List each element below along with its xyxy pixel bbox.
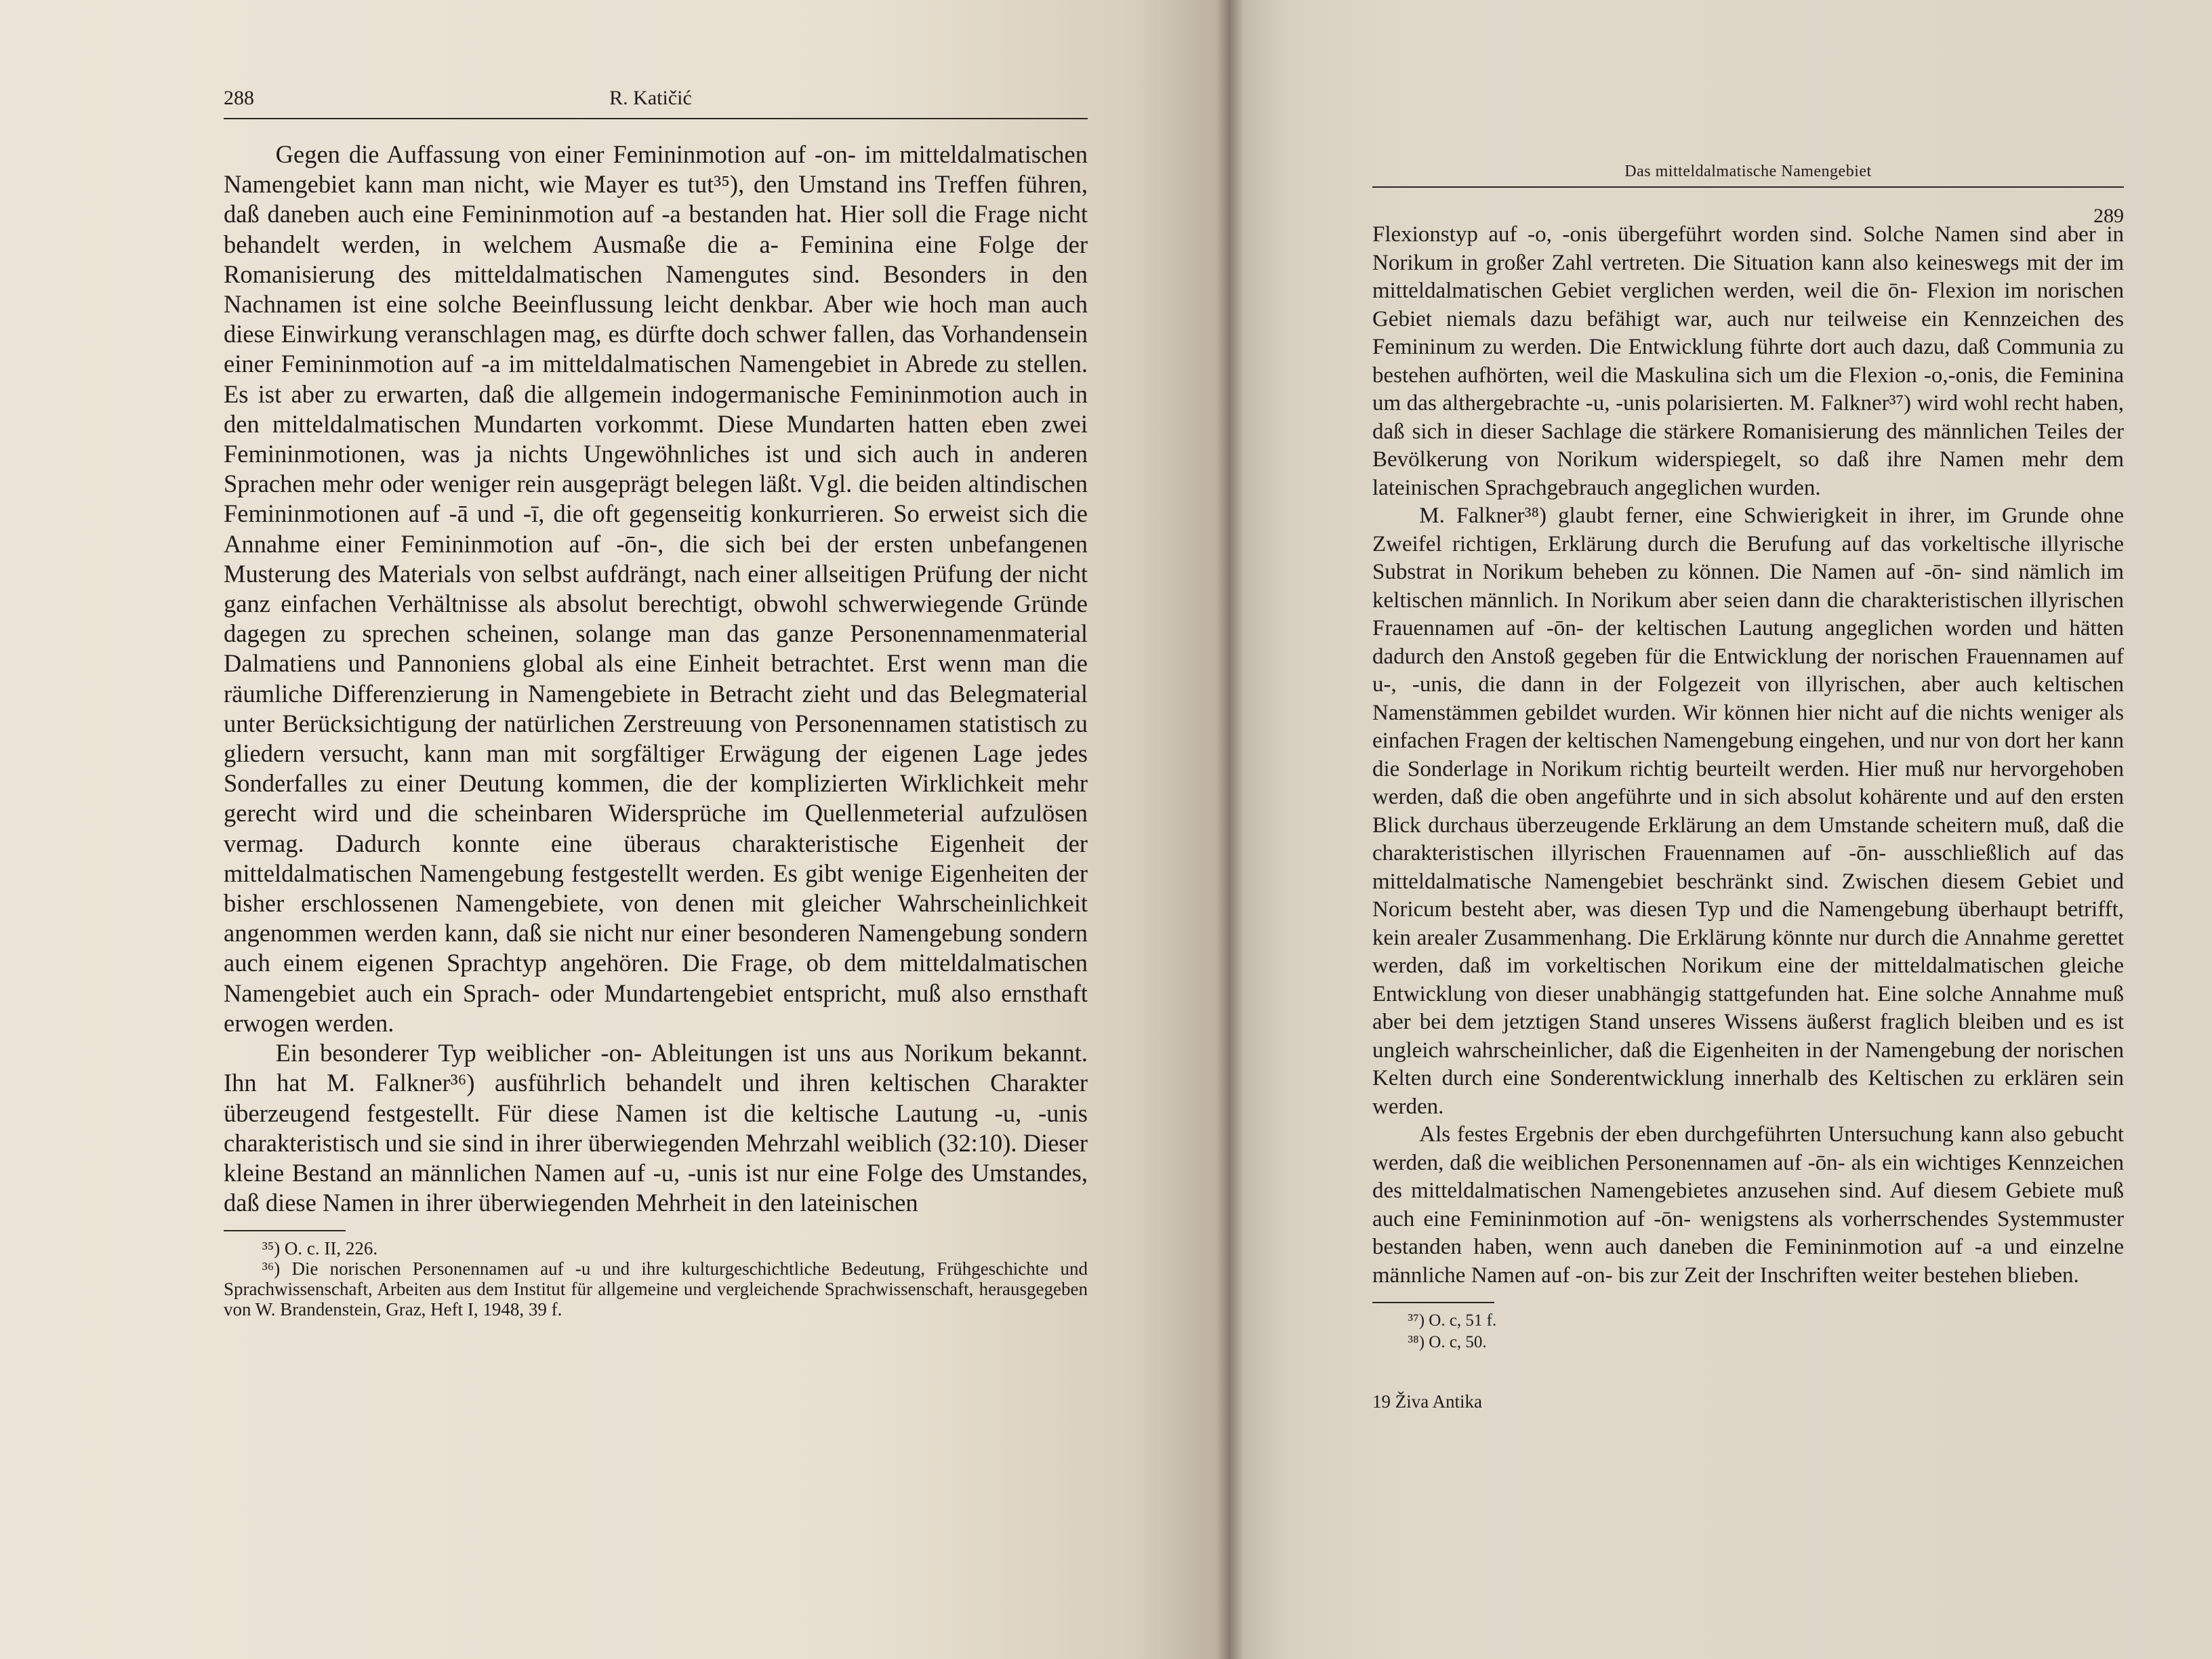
footnote: ³⁷) O. c, 51 f. xyxy=(1408,1311,1497,1330)
footnote-separator-right xyxy=(1372,1302,1494,1303)
left-footnotes xyxy=(224,1238,1088,1319)
paragraph: M. Falkner³⁸) glaubt ferner, eine Schwierigkeit in ihrer, im Grunde ohne Zweifel richtigen, Erklärung durch die Berufung auf das vorkeltische illyrische Substrat in Norikum beheben zu können. Die Namen auf -ōn- sind nämlich im keltischen männlich. In Norikum aber seien dann die charakteristischen illyrischen Frauennamen auf -ōn- der keltischen Lautung angeglichen worden und hätten dadurch den Anstoß gegeben für die Entwicklung der norischen Frauennamen auf u-, -unis, die dann in der Folgezeit von illyrischen, aber auch keltischen Namenstämmen gebildet wurden. Wir können hier nicht auf die nichts weniger als einfachen Fragen der keltischen Namengebung eingehen, und nur von dort her kann die Sonderlage in Norikum richtig beurteilt werden. Hier muß nur hervorgehoben werden, daß die oben angeführte und in sich absolut kohärente und auf den ersten Blick durchaus überzeugende Erklärung an dem Umstande scheitern muß, daß die charakteristischen illyrischen Frauennamen auf -ōn- ausschließlich auf das mitteldalmatische Namengebiet beschränkt sind. Zwischen diesem Gebiet und Noricum besteht aber, was diesen Typ und die Namengebung überhaupt betrifft, kein arealer Zusammenhang. Die Erklärung könnte nur durch die Annahme gerettet werden, daß im vorkeltischen Norikum eine der mitteldalmatischen gleiche Entwicklung von dieser unabhängig stattgefunden hat. Eine solche Annahme muß aber bei dem jetztigen Stand unseres Wissens äußerst fraglich bleiben und es ist ungleich wahrscheinlicher, daß die Eigenheiten in der Namengebung der norischen Kelten durch eine Sonderentwicklung innerhalb des Keltischen zu erklären sein werden. xyxy=(1372,504,2124,1119)
paragraph: Flexionstyp auf -o, -onis übergeführt worden sind. Solche Namen sind aber in Norikum in großer Zahl vertreten. Die Situation kann also keineswegs mit der im mitteldalmatischen Gebiet verglichen werden, weil die ōn- Flexion im norischen Gebiet niemals dazu befähigt war, auch nur teilweise ein Kennzeichen des Femininum zu werden. Die Entwicklung führte dort auch dazu, daß Communia zu bestehen aufhörten, weil die Maskulina sich um die Flexion -o,-onis, die Feminina um das althergebrachte -u, -unis polarisierten. M. Falkner³⁷) wird wohl recht haben, daß sich in dieser Sachlage die stärkere Romanisierung des männlichen Teiles der Bevölkerung von Norikum widerspiegelt, so daß ihre Namen mehr dem lateinischen Sprachgebrauch angeglichen wurden. xyxy=(1372,222,2124,500)
page-number-right: 289 xyxy=(2093,205,2124,227)
printer-signature: 19 Živa Antika xyxy=(1372,1391,1482,1412)
book-gutter xyxy=(1216,0,1244,1659)
running-title: Das mitteldalmatische Namengebiet xyxy=(1624,163,1872,180)
left-body-text xyxy=(224,140,1088,1218)
running-head-author: R. Katičić xyxy=(609,87,692,109)
right-page-header xyxy=(1372,163,2124,227)
header-rule-right xyxy=(1372,186,2124,188)
footnote: ³⁸) O. c, 50. xyxy=(1408,1333,1487,1351)
left-page-header xyxy=(224,87,1088,118)
page-number-left: 288 xyxy=(224,87,254,109)
paragraph: Gegen die Auffassung von einer Femininmotion auf -on- im mitteldalmatischen Namengebiet kann man nicht, wie Mayer es tut³⁵), den Umstand ins Treffen führen, daß daneben auch eine Femininmotion auf -a bestanden hat. Hier soll die Frage nicht behandelt werden, in welchem Ausmaße die a- Feminina eine Folge der Romanisierung des mitteldalmatischen Namengutes sind. Besonders in den Nachnamen ist eine solche Beeinflussung leicht denkbar. Aber wie hoch man auch diese Einwirkung veranschlagen mag, es dürfte doch schwer fallen, das Vorhandensein einer Femininmotion auf -a im mitteldalmatischen Namengebiet in Abrede zu stellen. Es ist aber zu erwarten, daß die allgemein indogermanische Femininmotion auch in den mitteldalmatischen Mundarten vorkommt. Diese Mundarten hatten eben zwei Femininmotionen, was ja nichts Ungewöhnliches ist und sich auch in anderen Sprachen mehr oder weniger rein ausgeprägt belegen läßt. Vgl. die beiden altindischen Femininmotionen auf -ā und -ī, die oft gegenseitig konkurrieren. So erweist sich die Annahme einer Femininmotion auf -ōn-, die sich bei der ersten unbefangenen Musterung des Materials von selbst aufdrängt, nach einer allseitigen Prüfung der nicht ganz einfachen Verhältnisse als absolut berechtigt, obwohl schwerwiegende Gründe dagegen zu sprechen scheinen, solange man das ganze Personennamenmaterial Dalmatiens und Pannoniens global als eine Einheit betrachtet. Erst wenn man die räumliche Differenzierung in Namengebiete in Betracht zieht und das Belegmaterial unter Berücksichtigung der natürlichen Zerstreuung von Personennamen statistisch zu gliedern versucht, kann man mit sorgfältiger Erwägung der eigenen Lage jedes Sonderfalles zu einer Deutung kommen, die der komplizierten Wirklichkeit mehr gerecht wird und die scheinbaren Widersprüche im Quellenmeterial aufzulösen vermag. Dadurch konnte eine überaus charakteristische Eigenheit der mitteldalmatischen Namengebung festgestellt werden. Es gibt wenige Eigenheiten der bisher erschlossenen Namengebiete, von denen mit gleicher Wahrscheinlichkeit angenommen werden kann, daß sie nicht nur einer besonderen Namengebung sondern auch einem eigenen Sprachtyp angehören. Die Frage, ob dem mitteldalmatischen Namengebiet auch ein Sprach- oder Mundartengebiet entspricht, muß also ernsthaft erwogen werden. xyxy=(224,140,1088,1037)
footnote-separator-left xyxy=(224,1230,346,1231)
header-rule-left xyxy=(224,118,1088,119)
paragraph: Ein besonderer Typ weiblicher -on- Ableitungen ist uns aus Norikum bekannt. Ihn hat M. Falkner³⁶) ausführlich behandelt und ihren keltischen Charakter überzeugend festgestellt. Für diese Namen ist die keltische Lautung -u, -unis charakteristisch und sie sind in ihrer überwiegenden Mehrzahl weiblich (32:10). Dieser kleine Bestand an männlichen Namen auf -u, -unis ist nur eine Folge des Umstandes, daß diese Namen in ihrer überwiegenden Mehrheit in den lateinischen xyxy=(224,1039,1088,1217)
footnote: ³⁵) O. c. II, 226. xyxy=(262,1238,378,1259)
footnote: ³⁶) Die norischen Personennamen auf -u und ihre kulturgeschichtliche Bedeutung, Frühgeschichte und Sprachwissenschaft, Arbeiten aus dem Institut für allgemeine und vergleichende Sprachwissenschaft, herausgegeben von W. Brandenstein, Graz, Heft I, 1948, 39 f. xyxy=(224,1258,1088,1320)
right-page xyxy=(1230,0,2212,1659)
right-footnotes xyxy=(1372,1310,2124,1353)
paragraph: Als festes Ergebnis der eben durchgeführten Untersuchung kann also gebucht werden, daß die weiblichen Personennamen auf -ōn- als ein wichtiges Kennzeichen des mitteldalmatischen Namengebietes anzusehen sind. Auf diesem Gebiete muß auch eine Femininmotion auf -ōn- wenigstens als vorherrschendes Systemmuster bestanden haben, wenn auch daneben die Femininmotion auf -a und einzelne männliche Namen auf -on- bis zur Zeit der Inschriften weiter bestehen blieben. xyxy=(1372,1122,2124,1288)
right-body-text xyxy=(1372,221,2124,1290)
